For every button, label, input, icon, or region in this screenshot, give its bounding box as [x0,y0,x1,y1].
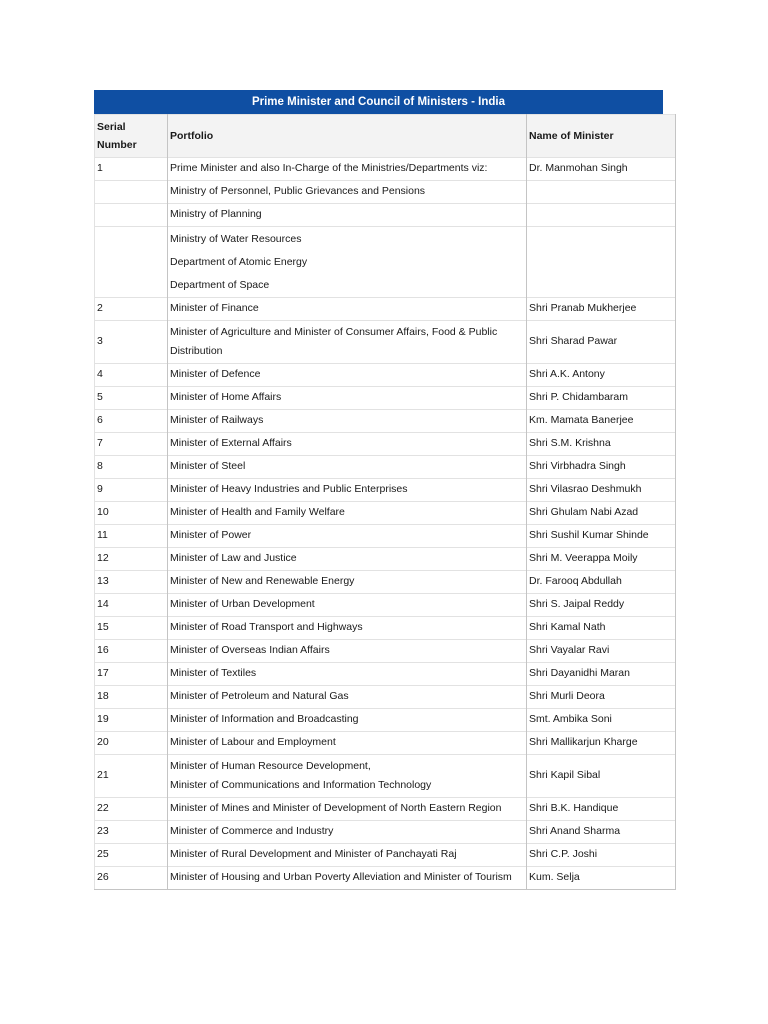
cell-minister-name: Shri Pranab Mukherjee [527,298,676,321]
portfolio-line: Prime Minister and also In-Charge of the Ministries/Departments viz: [170,162,488,175]
cell-minister-name: Shri Murli Deora [527,686,676,709]
cell-portfolio [168,617,527,640]
cell-portfolio [168,709,527,732]
header-name-of-minister: Name of Minister [527,115,676,158]
cell-serial-number: 12 [95,548,168,571]
cell-minister-name: Kum. Selja [527,867,676,890]
portfolio-line: Minister of Commerce and Industry [170,825,334,838]
cell-portfolio [168,686,527,709]
cell-minister-name [527,204,676,227]
portfolio-line: Minister of Railways [170,414,264,427]
portfolio-line: Department of Space [170,278,270,291]
cell-serial-number: 8 [95,456,168,479]
cell-serial-number: 6 [95,410,168,433]
portfolio-line: Minister of Agriculture and Minister of Consumer Affairs, Food & Public [170,325,498,338]
cell-minister-name: Dr. Farooq Abdullah [527,571,676,594]
table-row [95,844,676,867]
cell-minister-name: Shri C.P. Joshi [527,844,676,867]
portfolio-line: Ministry of Water Resources [170,232,302,245]
portfolio-line: Minister of Rural Development and Minister of Panchayati Raj [170,848,457,861]
cell-minister-name [527,181,676,204]
table-row [95,479,676,502]
portfolio-line: Minister of Textiles [170,667,257,680]
table-row [95,525,676,548]
cell-serial-number: 20 [95,732,168,755]
cell-minister-name: Shri Kamal Nath [527,617,676,640]
cell-serial-number: 26 [95,867,168,890]
cell-portfolio [168,479,527,502]
portfolio-line: Minister of Steel [170,460,246,473]
portfolio-line: Distribution [170,345,223,357]
cell-portfolio [168,525,527,548]
cell-portfolio [168,640,527,663]
portfolio-line: Minister of New and Renewable Energy [170,575,355,588]
cell-serial-number: 11 [95,525,168,548]
portfolio-line: Minister of Information and Broadcasting [170,713,359,726]
portfolio-line: Minister of Mines and Minister of Development of North Eastern Region [170,802,502,815]
cell-portfolio [168,204,527,227]
cell-serial-number: 25 [95,844,168,867]
cell-minister-name: Shri Kapil Sibal [527,755,676,798]
portfolio-line: Minister of Housing and Urban Poverty Alleviation and Minister of Tourism [170,871,512,884]
cell-portfolio [168,798,527,821]
table-row [95,821,676,844]
cell-portfolio [168,732,527,755]
portfolio-line: Minister of Urban Development [170,598,315,611]
cell-serial-number [95,227,168,298]
table-row [95,387,676,410]
cell-minister-name: Shri Virbhadra Singh [527,456,676,479]
portfolio-line: Minister of Law and Justice [170,552,297,565]
cell-portfolio [168,410,527,433]
cell-minister-name: Shri Dayanidhi Maran [527,663,676,686]
cell-serial-number: 2 [95,298,168,321]
table-row [95,548,676,571]
portfolio-line: Minister of Petroleum and Natural Gas [170,690,349,703]
table-row [95,617,676,640]
portfolio-line: Ministry of Planning [170,208,262,221]
portfolio-line: Minister of Health and Family Welfare [170,506,345,519]
table-row [95,298,676,321]
table-row [95,709,676,732]
cell-portfolio [168,502,527,525]
table-row [95,158,676,181]
portfolio-line: Minister of Communications and Information Technology [170,779,432,791]
cell-serial-number: 10 [95,502,168,525]
table-row [95,181,676,204]
cell-minister-name: Shri Vilasrao Deshmukh [527,479,676,502]
table-row [95,321,676,364]
table-row [95,433,676,456]
portfolio-line: Minister of Road Transport and Highways [170,621,363,634]
cell-serial-number: 4 [95,364,168,387]
cell-portfolio [168,663,527,686]
table-row [95,204,676,227]
cell-portfolio [168,594,527,617]
cell-minister-name: Shri Sushil Kumar Shinde [527,525,676,548]
table-row [95,227,676,298]
table-row [95,410,676,433]
cell-portfolio [168,387,527,410]
table-row [95,867,676,890]
cell-minister-name: Km. Mamata Banerjee [527,410,676,433]
portfolio-line: Minister of Overseas Indian Affairs [170,644,330,657]
cell-portfolio [168,548,527,571]
portfolio-line: Minister of External Affairs [170,437,292,450]
cell-minister-name: Shri S.M. Krishna [527,433,676,456]
cell-portfolio [168,364,527,387]
table-row [95,663,676,686]
cell-serial-number: 13 [95,571,168,594]
cell-minister-name: Shri Mallikarjun Kharge [527,732,676,755]
cell-serial-number: 22 [95,798,168,821]
cell-portfolio [168,456,527,479]
cell-minister-name: Shri P. Chidambaram [527,387,676,410]
table-row [95,640,676,663]
cell-portfolio [168,433,527,456]
table-row [95,732,676,755]
cell-serial-number: 14 [95,594,168,617]
cell-minister-name: Dr. Manmohan Singh [527,158,676,181]
ministers-sheet [94,90,675,890]
portfolio-line: Minister of Heavy Industries and Public Enterprises [170,483,408,496]
cell-minister-name: Shri S. Jaipal Reddy [527,594,676,617]
cell-serial-number: 21 [95,755,168,798]
portfolio-line: Department of Atomic Energy [170,255,308,268]
table-title: Prime Minister and Council of Ministers - India [94,90,663,114]
cell-serial-number: 18 [95,686,168,709]
cell-minister-name: Smt. Ambika Soni [527,709,676,732]
cell-minister-name: Shri Ghulam Nabi Azad [527,502,676,525]
cell-minister-name: Shri B.K. Handique [527,798,676,821]
cell-serial-number [95,204,168,227]
portfolio-line: Minister of Finance [170,302,259,315]
portfolio-line: Minister of Labour and Employment [170,736,336,749]
cell-serial-number: 15 [95,617,168,640]
portfolio-line: Ministry of Personnel, Public Grievances and Pensions [170,185,426,198]
table-body [95,115,676,890]
cell-serial-number: 23 [95,821,168,844]
cell-serial-number [95,181,168,204]
ministers-table [94,114,676,890]
table-row [95,798,676,821]
table-row [95,571,676,594]
portfolio-line: Minister of Defence [170,368,261,381]
cell-serial-number: 9 [95,479,168,502]
table-row [95,364,676,387]
table-row [95,456,676,479]
cell-serial-number: 5 [95,387,168,410]
cell-serial-number: 19 [95,709,168,732]
cell-portfolio [168,181,527,204]
cell-minister-name: Shri A.K. Antony [527,364,676,387]
table-row [95,686,676,709]
cell-portfolio [168,158,527,181]
table-row [95,755,676,798]
cell-minister-name: Shri Anand Sharma [527,821,676,844]
header-row [95,115,676,158]
cell-portfolio [168,571,527,594]
cell-minister-name [527,227,676,298]
cell-minister-name: Shri Sharad Pawar [527,321,676,364]
header-serial-number: Serial Number [95,115,168,158]
cell-portfolio [168,821,527,844]
cell-portfolio [168,867,527,890]
cell-serial-number: 7 [95,433,168,456]
cell-portfolio [168,227,527,298]
portfolio-line: Minister of Power [170,529,252,542]
cell-serial-number: 17 [95,663,168,686]
table-row [95,502,676,525]
cell-serial-number: 1 [95,158,168,181]
cell-serial-number: 3 [95,321,168,364]
table-row [95,594,676,617]
cell-portfolio [168,321,527,364]
portfolio-line: Minister of Human Resource Development, [170,759,371,772]
portfolio-line: Minister of Home Affairs [170,391,282,404]
cell-portfolio [168,298,527,321]
cell-minister-name: Shri M. Veerappa Moily [527,548,676,571]
cell-portfolio [168,844,527,867]
header-portfolio: Portfolio [168,115,527,158]
cell-portfolio [168,755,527,798]
cell-serial-number: 16 [95,640,168,663]
cell-minister-name: Shri Vayalar Ravi [527,640,676,663]
